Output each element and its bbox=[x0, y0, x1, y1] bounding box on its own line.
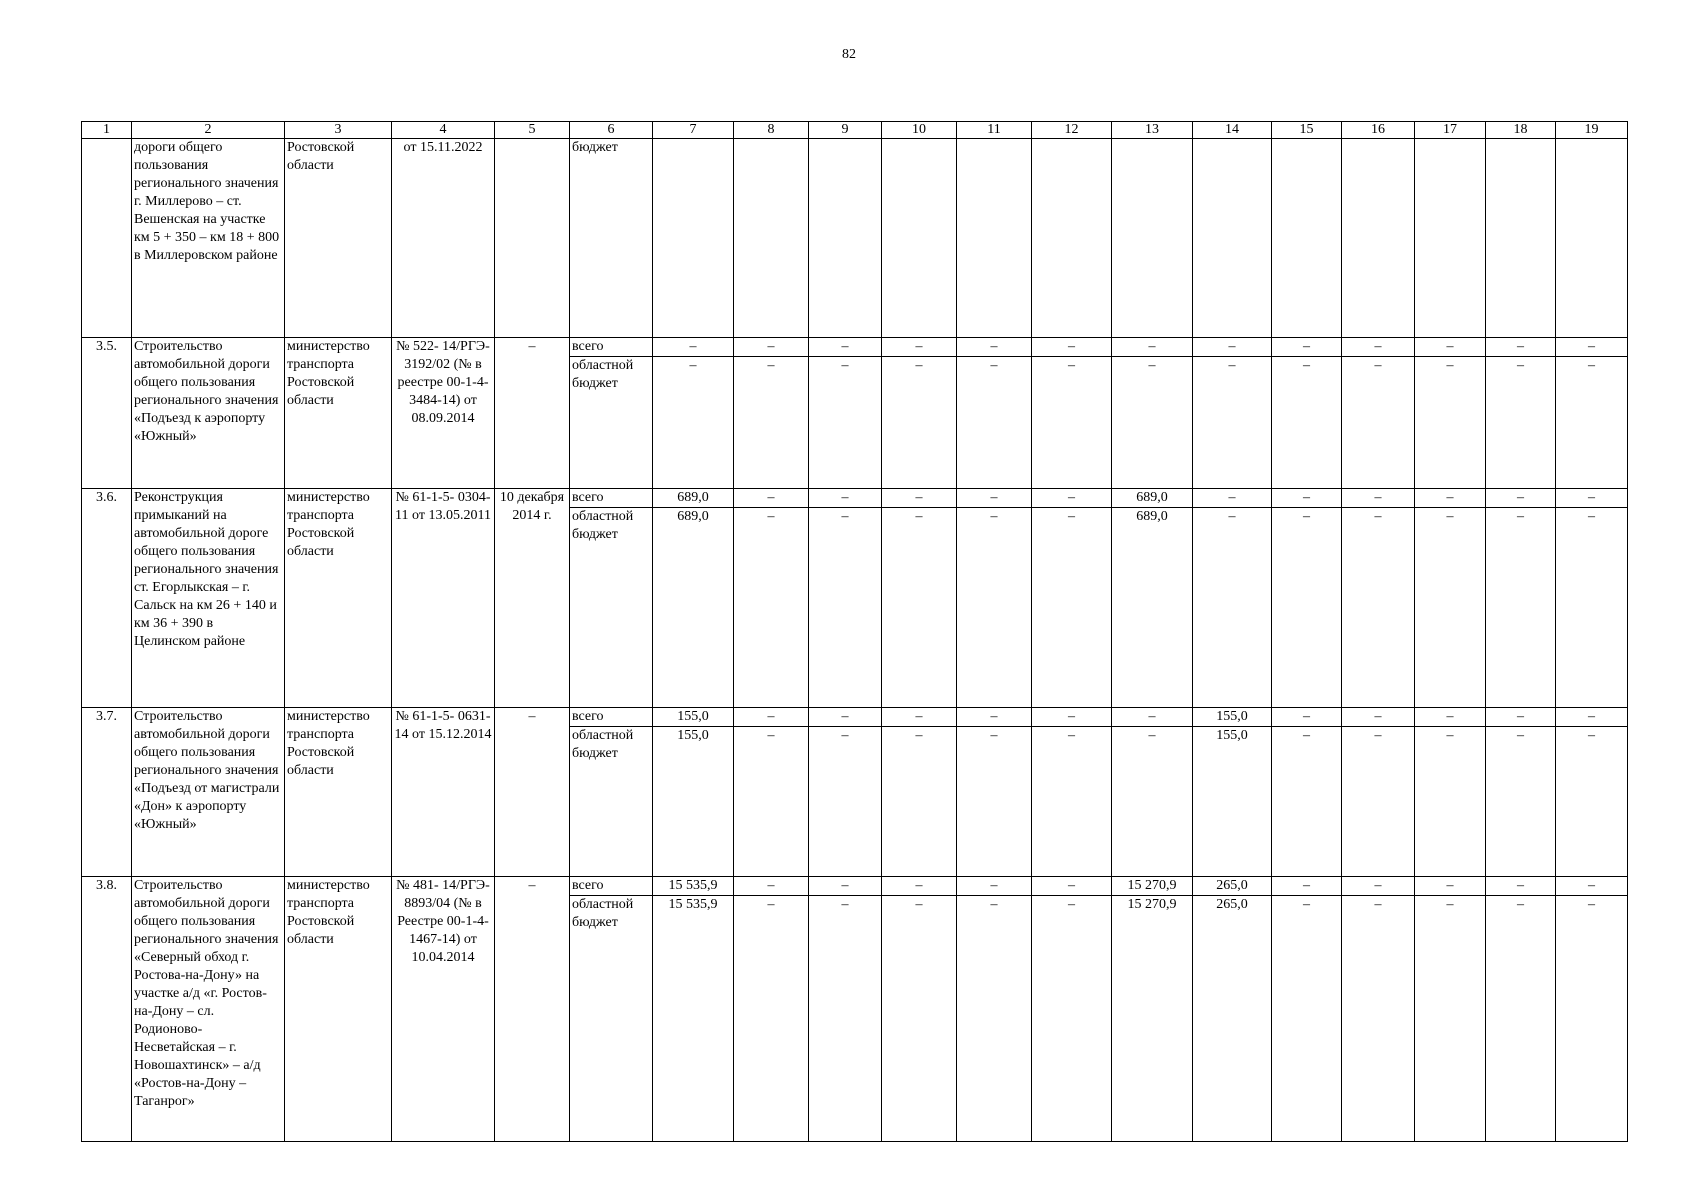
document-cell: № 481- 14/РГЭ- 8893/04 (№ в Реестре 00-1-4- 1467-14) от 10.04.2014 bbox=[392, 877, 495, 1142]
value-cell: – bbox=[1342, 877, 1415, 896]
value-cell: – bbox=[1415, 489, 1486, 508]
item-number-cell: 3.7. bbox=[82, 708, 132, 877]
value-cell: – bbox=[1415, 727, 1486, 877]
value-cell: – bbox=[1556, 896, 1628, 1142]
value-cell: 155,0 bbox=[1193, 727, 1272, 877]
column-number-header: 16 bbox=[1342, 122, 1415, 139]
value-cell bbox=[1415, 139, 1486, 338]
value-cell: – bbox=[1342, 508, 1415, 708]
value-cell: – bbox=[1272, 338, 1342, 357]
value-cell: – bbox=[1415, 508, 1486, 708]
value-cell: – bbox=[1272, 727, 1342, 877]
value-cell: 155,0 bbox=[653, 727, 734, 877]
value-cell: – bbox=[1415, 708, 1486, 727]
value-cell: – bbox=[734, 508, 809, 708]
value-cell: – bbox=[1342, 338, 1415, 357]
value-cell: – bbox=[882, 357, 957, 489]
item-name-cell: Строительство автомобильной дороги общего пользования регионального значения «Подъезд от магистрали «Дон» к аэропорту «Южный» bbox=[132, 708, 285, 877]
value-cell: – bbox=[1272, 877, 1342, 896]
value-cell: – bbox=[1112, 357, 1193, 489]
date-cell bbox=[495, 139, 570, 338]
value-cell: 265,0 bbox=[1193, 896, 1272, 1142]
value-cell: 265,0 bbox=[1193, 877, 1272, 896]
value-cell: – bbox=[1486, 489, 1556, 508]
value-cell: – bbox=[809, 708, 882, 727]
value-cell: 689,0 bbox=[1112, 508, 1193, 708]
item-number-cell: 3.6. bbox=[82, 489, 132, 708]
value-cell: – bbox=[882, 727, 957, 877]
column-number-header: 6 bbox=[570, 122, 653, 139]
value-cell: 15 535,9 bbox=[653, 896, 734, 1142]
value-cell: – bbox=[809, 357, 882, 489]
value-cell: – bbox=[1032, 877, 1112, 896]
budget-table bbox=[81, 121, 1628, 1142]
value-cell: – bbox=[1486, 357, 1556, 489]
date-cell: 10 декабря 2014 г. bbox=[495, 489, 570, 708]
value-cell: – bbox=[1342, 489, 1415, 508]
value-cell: – bbox=[1193, 357, 1272, 489]
value-cell: – bbox=[1193, 508, 1272, 708]
value-cell: – bbox=[1556, 508, 1628, 708]
value-cell: – bbox=[1032, 338, 1112, 357]
value-cell: – bbox=[653, 338, 734, 357]
value-cell: – bbox=[1272, 708, 1342, 727]
value-cell: – bbox=[882, 489, 957, 508]
executor-cell: министерство транспорта Ростовской области bbox=[285, 489, 392, 708]
value-cell: – bbox=[882, 708, 957, 727]
value-cell: 15 270,9 bbox=[1112, 896, 1193, 1142]
column-number-header: 18 bbox=[1486, 122, 1556, 139]
value-cell: – bbox=[882, 338, 957, 357]
value-cell: – bbox=[957, 708, 1032, 727]
value-cell bbox=[734, 139, 809, 338]
value-cell: – bbox=[1032, 896, 1112, 1142]
value-cell bbox=[1486, 139, 1556, 338]
value-cell: – bbox=[1193, 489, 1272, 508]
value-cell: – bbox=[734, 357, 809, 489]
value-cell: – bbox=[1556, 708, 1628, 727]
value-cell: 155,0 bbox=[653, 708, 734, 727]
value-cell: – bbox=[653, 357, 734, 489]
column-number-header: 15 bbox=[1272, 122, 1342, 139]
item-name-cell: Реконструкция примыканий на автомобильной дороге общего пользования регионального значения ст. Егорлыкская – г. Сальск на км 26 + 140 и км 36 + 390 в Целинском районе bbox=[132, 489, 285, 708]
item-number-cell: 3.5. bbox=[82, 338, 132, 489]
funding-source-cell: бюджет bbox=[570, 139, 653, 338]
column-number-header: 11 bbox=[957, 122, 1032, 139]
value-cell: 15 535,9 bbox=[653, 877, 734, 896]
executor-cell: министерство транспорта Ростовской области bbox=[285, 708, 392, 877]
item-total-row bbox=[82, 708, 1628, 727]
value-cell: – bbox=[1032, 508, 1112, 708]
column-number-header: 14 bbox=[1193, 122, 1272, 139]
value-cell: 15 270,9 bbox=[1112, 877, 1193, 896]
value-cell: – bbox=[957, 877, 1032, 896]
funding-source-cell: всего bbox=[570, 489, 653, 508]
value-cell bbox=[1032, 139, 1112, 338]
value-cell: – bbox=[957, 896, 1032, 1142]
date-cell: – bbox=[495, 338, 570, 489]
value-cell: – bbox=[734, 338, 809, 357]
value-cell: – bbox=[882, 877, 957, 896]
executor-cell: министерство транспорта Ростовской области bbox=[285, 338, 392, 489]
value-cell: – bbox=[957, 489, 1032, 508]
value-cell: – bbox=[809, 508, 882, 708]
funding-source-cell: областной бюджет bbox=[570, 727, 653, 877]
value-cell: – bbox=[1032, 489, 1112, 508]
continuation-row bbox=[82, 139, 1628, 338]
value-cell bbox=[957, 139, 1032, 338]
date-cell: – bbox=[495, 877, 570, 1142]
item-total-row bbox=[82, 338, 1628, 357]
item-number-cell bbox=[82, 139, 132, 338]
page-number: 82 bbox=[842, 47, 856, 62]
document-cell: от 15.11.2022 bbox=[392, 139, 495, 338]
item-total-row bbox=[82, 489, 1628, 508]
column-number-header: 17 bbox=[1415, 122, 1486, 139]
value-cell: – bbox=[1556, 338, 1628, 357]
funding-source-cell: областной бюджет bbox=[570, 508, 653, 708]
column-number-header: 7 bbox=[653, 122, 734, 139]
value-cell: – bbox=[1193, 338, 1272, 357]
value-cell: – bbox=[1032, 708, 1112, 727]
funding-source-cell: всего bbox=[570, 877, 653, 896]
value-cell: 689,0 bbox=[653, 489, 734, 508]
value-cell: – bbox=[1556, 489, 1628, 508]
column-number-header: 5 bbox=[495, 122, 570, 139]
item-number-cell: 3.8. bbox=[82, 877, 132, 1142]
column-number-header: 1 bbox=[82, 122, 132, 139]
value-cell: – bbox=[1272, 489, 1342, 508]
value-cell: – bbox=[957, 357, 1032, 489]
funding-source-cell: всего bbox=[570, 708, 653, 727]
column-number-header: 19 bbox=[1556, 122, 1628, 139]
value-cell: 155,0 bbox=[1193, 708, 1272, 727]
value-cell: – bbox=[734, 489, 809, 508]
value-cell: – bbox=[734, 727, 809, 877]
funding-source-cell: всего bbox=[570, 338, 653, 357]
value-cell: – bbox=[957, 727, 1032, 877]
value-cell: – bbox=[1342, 708, 1415, 727]
value-cell: – bbox=[1112, 708, 1193, 727]
value-cell: – bbox=[1486, 508, 1556, 708]
value-cell bbox=[653, 139, 734, 338]
funding-source-cell: областной бюджет bbox=[570, 896, 653, 1142]
column-number-header: 9 bbox=[809, 122, 882, 139]
value-cell: – bbox=[1342, 896, 1415, 1142]
item-name-cell: Строительство автомобильной дороги общего пользования регионального значения «Подъезд к аэропорту «Южный» bbox=[132, 338, 285, 489]
item-total-row bbox=[82, 877, 1628, 896]
value-cell: – bbox=[1415, 877, 1486, 896]
value-cell: – bbox=[809, 727, 882, 877]
value-cell bbox=[1342, 139, 1415, 338]
value-cell: – bbox=[1556, 357, 1628, 489]
document-cell: № 61-1-5- 0631-14 от 15.12.2014 bbox=[392, 708, 495, 877]
value-cell: – bbox=[1112, 727, 1193, 877]
value-cell: – bbox=[734, 877, 809, 896]
column-number-header: 2 bbox=[132, 122, 285, 139]
value-cell: – bbox=[809, 877, 882, 896]
value-cell: – bbox=[1272, 357, 1342, 489]
value-cell: – bbox=[1272, 896, 1342, 1142]
value-cell: – bbox=[1342, 357, 1415, 489]
value-cell: – bbox=[1486, 877, 1556, 896]
value-cell: – bbox=[734, 896, 809, 1142]
value-cell bbox=[1556, 139, 1628, 338]
column-number-header: 12 bbox=[1032, 122, 1112, 139]
date-cell: – bbox=[495, 708, 570, 877]
value-cell: – bbox=[1032, 727, 1112, 877]
value-cell: – bbox=[1415, 896, 1486, 1142]
value-cell bbox=[1112, 139, 1193, 338]
column-number-header: 8 bbox=[734, 122, 809, 139]
column-number-row bbox=[82, 122, 1628, 139]
value-cell: – bbox=[1032, 357, 1112, 489]
value-cell: – bbox=[809, 489, 882, 508]
value-cell: – bbox=[1556, 877, 1628, 896]
value-cell: 689,0 bbox=[1112, 489, 1193, 508]
value-cell bbox=[1272, 139, 1342, 338]
funding-source-cell: областной бюджет bbox=[570, 357, 653, 489]
value-cell: – bbox=[809, 896, 882, 1142]
value-cell: – bbox=[1342, 727, 1415, 877]
item-name-cell: дороги общего пользования регионального значения г. Миллерово – ст. Вешенская на участке км 5 + 350 – км 18 + 800 в Миллеровском районе bbox=[132, 139, 285, 338]
value-cell: – bbox=[1415, 338, 1486, 357]
value-cell: – bbox=[1556, 727, 1628, 877]
document-cell: № 61-1-5- 0304-11 от 13.05.2011 bbox=[392, 489, 495, 708]
value-cell: – bbox=[1486, 727, 1556, 877]
value-cell: – bbox=[957, 338, 1032, 357]
value-cell: – bbox=[1486, 708, 1556, 727]
column-number-header: 4 bbox=[392, 122, 495, 139]
column-number-header: 13 bbox=[1112, 122, 1193, 139]
executor-cell: министерство транспорта Ростовской области bbox=[285, 877, 392, 1142]
document-cell: № 522- 14/РГЭ- 3192/02 (№ в реестре 00-1-4- 3484-14) от 08.09.2014 bbox=[392, 338, 495, 489]
value-cell: – bbox=[809, 338, 882, 357]
value-cell: – bbox=[882, 508, 957, 708]
value-cell: – bbox=[1415, 357, 1486, 489]
column-number-header: 10 bbox=[882, 122, 957, 139]
value-cell bbox=[882, 139, 957, 338]
executor-cell: Ростовской области bbox=[285, 139, 392, 338]
value-cell: – bbox=[1486, 338, 1556, 357]
value-cell: – bbox=[1272, 508, 1342, 708]
value-cell bbox=[1193, 139, 1272, 338]
value-cell bbox=[809, 139, 882, 338]
item-name-cell: Строительство автомобильной дороги общего пользования регионального значения «Северный обход г. Ростова-на-Дону» на участке а/д «г. Ростов-на-Дону – сл. Родионово- Несветайская – г. Новошахтинск» – а/д «Ростов-на-Дону – Таганрог» bbox=[132, 877, 285, 1142]
value-cell: – bbox=[882, 896, 957, 1142]
column-number-header: 3 bbox=[285, 122, 392, 139]
value-cell: – bbox=[1112, 338, 1193, 357]
value-cell: – bbox=[957, 508, 1032, 708]
value-cell: – bbox=[734, 708, 809, 727]
value-cell: – bbox=[1486, 896, 1556, 1142]
value-cell: 689,0 bbox=[653, 508, 734, 708]
